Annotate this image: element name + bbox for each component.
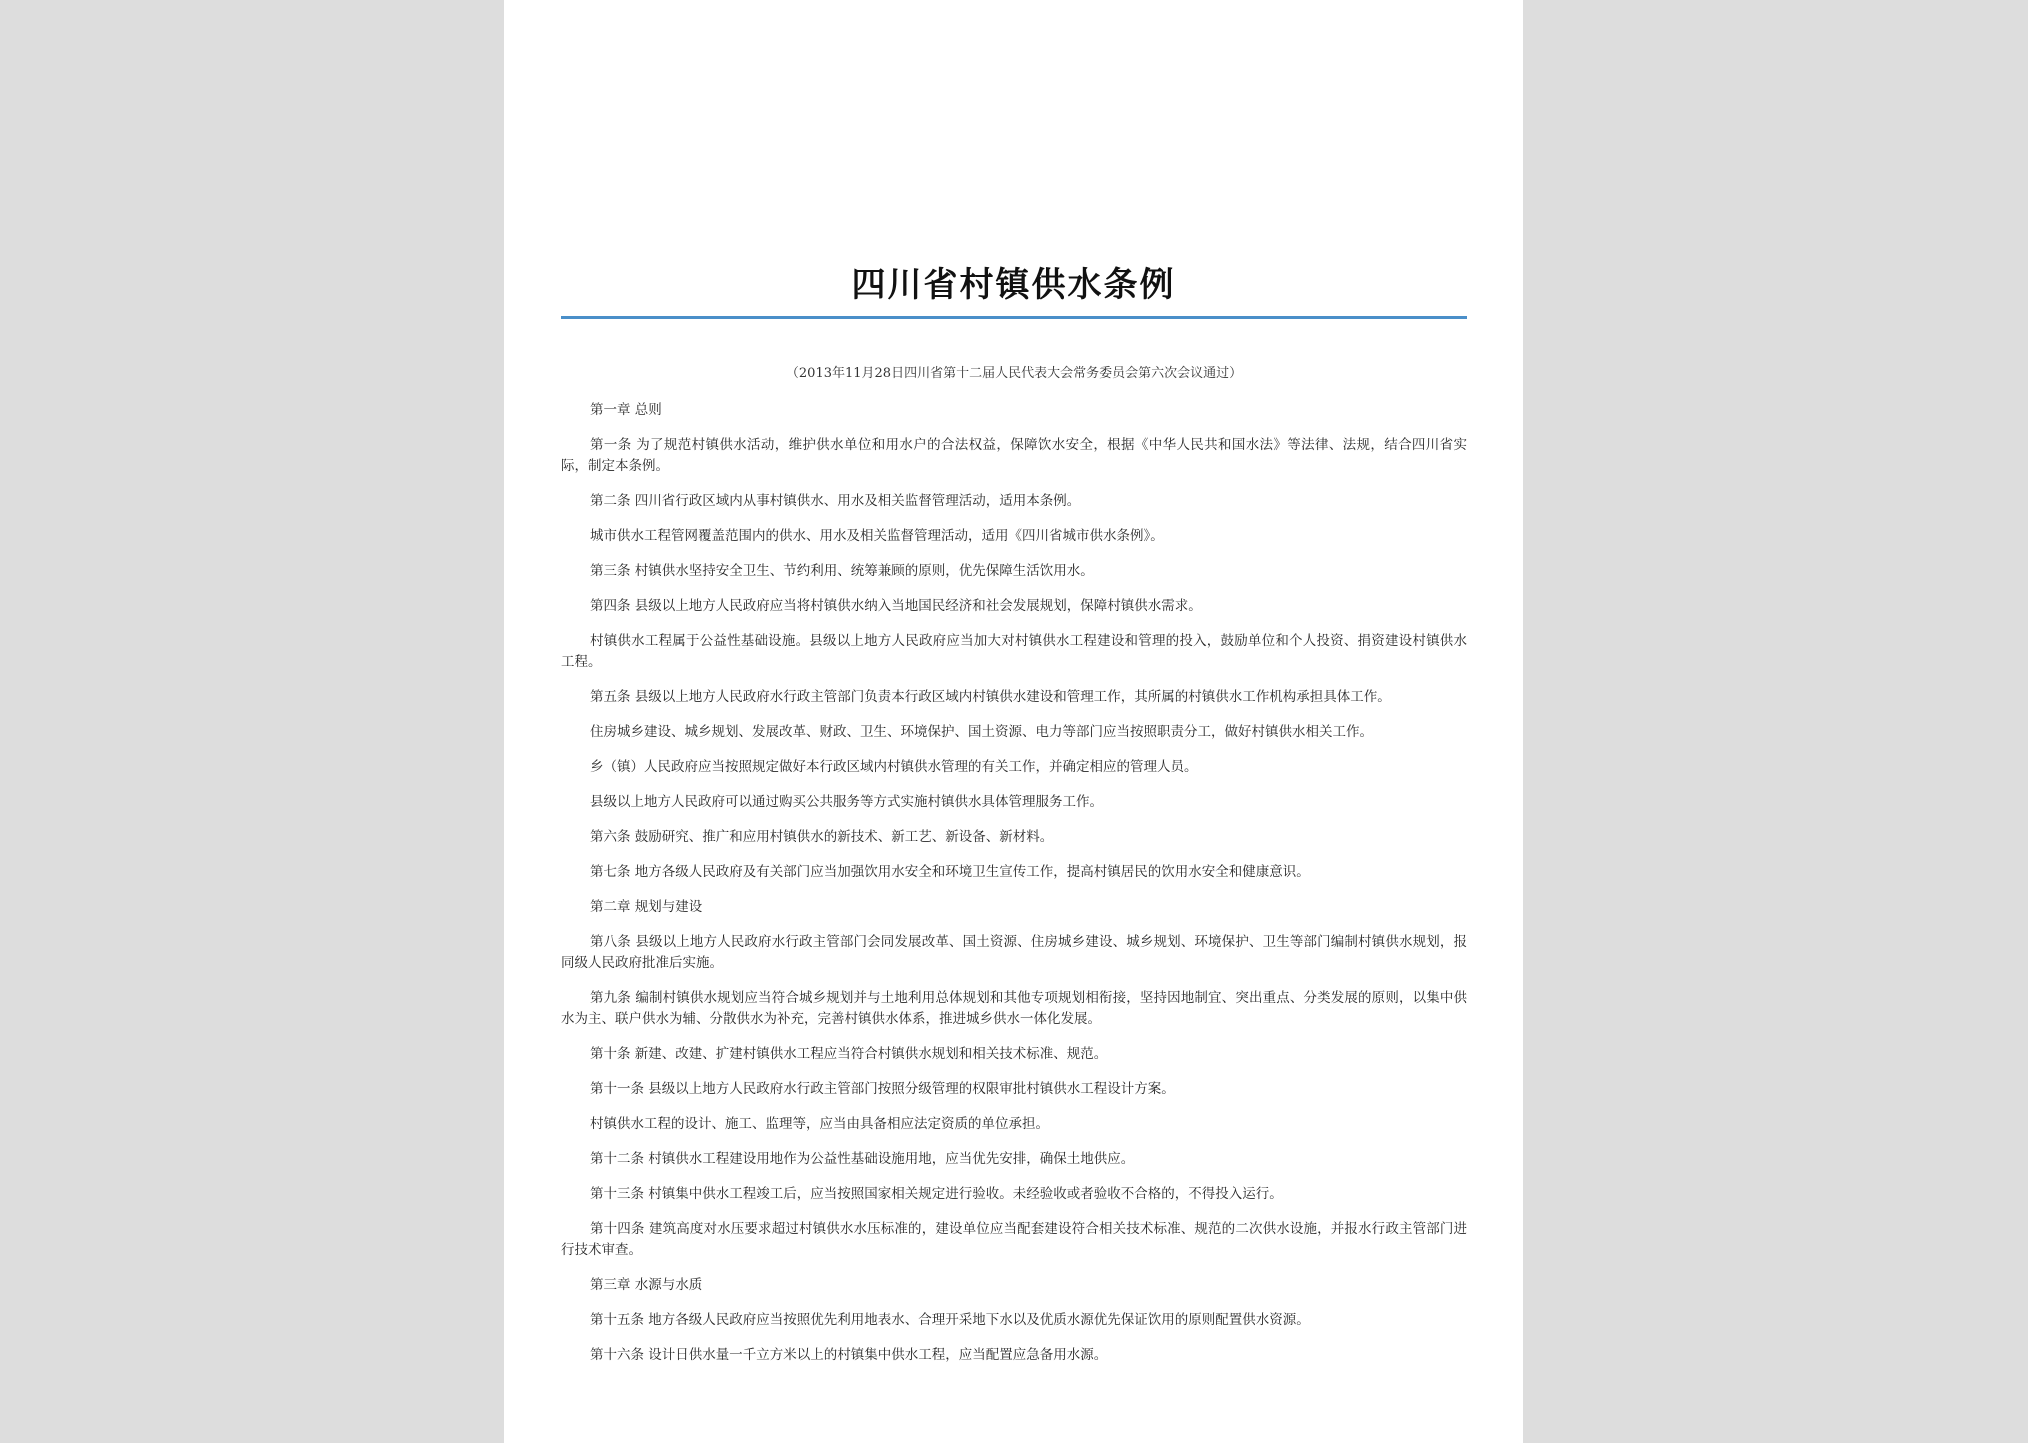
paragraph: 第十二条 村镇供水工程建设用地作为公益性基础设施用地，应当优先安排，确保土地供应。 [590, 1151, 1135, 1167]
paragraph: 第九条 编制村镇供水规划应当符合城乡规划并与土地利用总体规划和其他专项规划相衔接，坚持因地制宜、突出重点、分类发展的原则，以集中供水为主、联户供水为辅、分散供水为补充，完善村镇供水体系，推进城乡供水一体化发展。 [561, 990, 1467, 1027]
paragraph: 第十条 新建、改建、扩建村镇供水工程应当符合村镇供水规划和相关技术标准、规范。 [590, 1046, 1108, 1062]
paragraph: 第一条 为了规范村镇供水活动，维护供水单位和用水户的合法权益，保障饮水安全，根据《中华人民共和国水法》等法律、法规，结合四川省实际，制定本条例。 [561, 437, 1467, 474]
paragraph: 村镇供水工程属于公益性基础设施。县级以上地方人民政府应当加大对村镇供水工程建设和管理的投入，鼓励单位和个人投资、捐资建设村镇供水工程。 [561, 633, 1467, 670]
title-divider [561, 316, 1467, 319]
paragraph: 第十三条 村镇集中供水工程竣工后，应当按照国家相关规定进行验收。未经验收或者验收不合格的，不得投入运行。 [590, 1186, 1283, 1202]
document-body [561, 400, 1467, 1380]
paragraph: 第七条 地方各级人民政府及有关部门应当加强饮用水安全和环境卫生宣传工作，提高村镇居民的饮用水安全和健康意识。 [590, 864, 1310, 880]
paragraph: 住房城乡建设、城乡规划、发展改革、财政、卫生、环境保护、国土资源、电力等部门应当按照职责分工，做好村镇供水相关工作。 [590, 724, 1373, 740]
paragraph: 第二章 规划与建设 [590, 899, 703, 915]
document-title: 四川省村镇供水条例 [851, 265, 1176, 305]
paragraph: 第二条 四川省行政区域内从事村镇供水、用水及相关监督管理活动，适用本条例。 [590, 493, 1081, 509]
paragraph: 第十四条 建筑高度对水压要求超过村镇供水水压标准的，建设单位应当配套建设符合相关技术标准、规范的二次供水设施，并报水行政主管部门进行技术审查。 [561, 1221, 1467, 1258]
paragraph: 县级以上地方人民政府可以通过购买公共服务等方式实施村镇供水具体管理服务工作。 [590, 794, 1103, 810]
paragraph: 第三条 村镇供水坚持安全卫生、节约利用、统筹兼顾的原则，优先保障生活饮用水。 [590, 563, 1094, 579]
document-page [504, 0, 1523, 1443]
paragraph: 城市供水工程管网覆盖范围内的供水、用水及相关监督管理活动，适用《四川省城市供水条例》。 [590, 528, 1164, 544]
paragraph: 第四条 县级以上地方人民政府应当将村镇供水纳入当地国民经济和社会发展规划，保障村镇供水需求。 [590, 598, 1202, 614]
paragraph: 第一章 总则 [590, 402, 662, 418]
paragraph: 第十五条 地方各级人民政府应当按照优先利用地表水、合理开采地下水以及优质水源优先保证饮用的原则配置供水资源。 [590, 1312, 1310, 1328]
paragraph: 第十六条 设计日供水量一千立方米以上的村镇集中供水工程，应当配置应急备用水源。 [590, 1347, 1108, 1363]
paragraph: 第八条 县级以上地方人民政府水行政主管部门会同发展改革、国土资源、住房城乡建设、城乡规划、环境保护、卫生等部门编制村镇供水规划，报同级人民政府批准后实施。 [561, 934, 1467, 971]
paragraph: 第十一条 县级以上地方人民政府水行政主管部门按照分级管理的权限审批村镇供水工程设计方案。 [590, 1081, 1175, 1097]
paragraph: 第六条 鼓励研究、推广和应用村镇供水的新技术、新工艺、新设备、新材料。 [590, 829, 1054, 845]
document-subtitle: （2013年11月28日四川省第十二届人民代表大会常务委员会第六次会议通过） [785, 366, 1243, 381]
paragraph: 第三章 水源与水质 [590, 1277, 703, 1293]
paragraph: 村镇供水工程的设计、施工、监理等，应当由具备相应法定资质的单位承担。 [590, 1116, 1049, 1132]
paragraph: 第五条 县级以上地方人民政府水行政主管部门负责本行政区域内村镇供水建设和管理工作，其所属的村镇供水工作机构承担具体工作。 [590, 689, 1391, 705]
paragraph: 乡（镇）人民政府应当按照规定做好本行政区域内村镇供水管理的有关工作，并确定相应的管理人员。 [590, 759, 1198, 775]
